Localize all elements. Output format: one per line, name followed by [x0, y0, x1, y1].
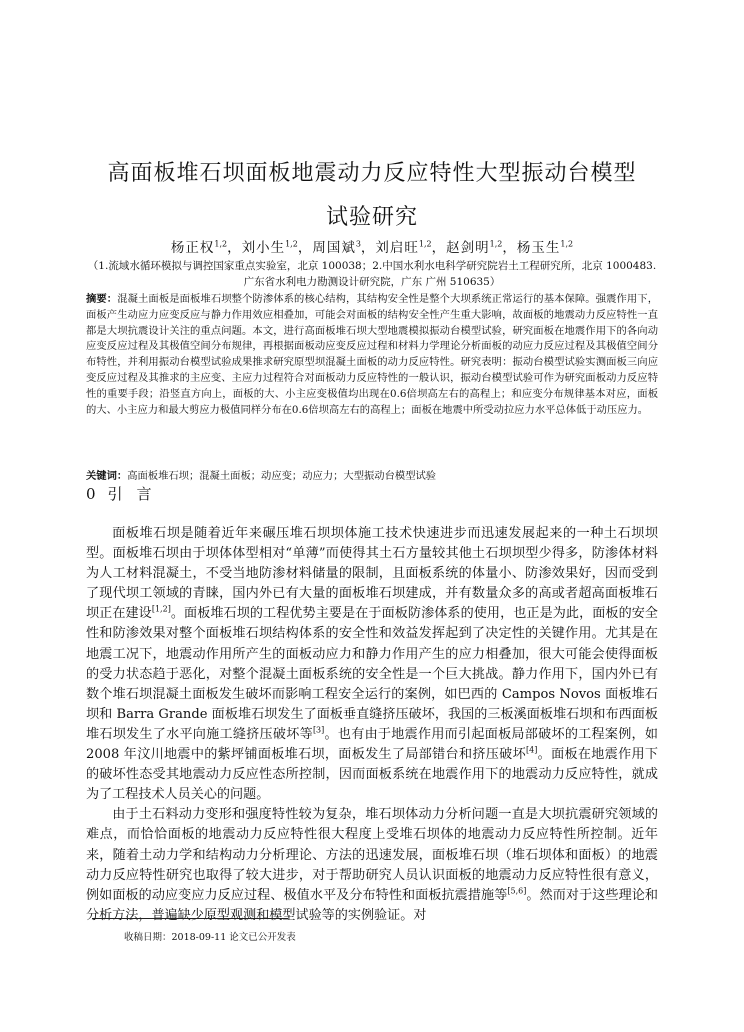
author-name: 刘小生: [241, 240, 286, 256]
author-affiliation-mark: 1,2: [418, 239, 432, 249]
citation-ref: [3]: [312, 725, 325, 735]
abstract-text: 混凝土面板是面板堆石坝整个防渗体系的核心结构，其结构安全性是整个大坝系统正常运行的基本保障。强震作用下，面板产生动应力应变反应与静力作用效应相叠加，可能会对面板的结构安全性产生重大影响，故面板的地震动力反应特性一直都是大坝抗震设计关注的重点问题。本文，进行高面板堆石坝大型地震模拟振动台模型试验，研究面板在地震作用下的各向动应变反应过程及其极值空间分布规律，再根据面板动应变反应过程和材料力学理论分析面板的动应力反应过程及其极值空间分布特性，并利用振动台模型试验成果推求研究原型坝混凝土面板的动力反应特性。研究表明：振动台模型试验实测面板三向应变反应过程及其推求的主应变、主应力过程符合对面板动力反应特性的一般认识，振动台模型试验可作为研究面板动力反应特性的重要手段；沿竖直方向上，面板的大、小主应变极值均出现在0.6倍坝高左右的高程上；和应变分布规律基本对应，面板的大、小主应力和最大剪应力极值同样分布在0.6倍坝高左右的高程上；面板在地震中所受动拉应力水平总体低于动压应力。: [86, 293, 659, 416]
author-name: 刘启旺: [375, 240, 419, 256]
keywords-label: 关键词：: [86, 470, 128, 482]
author-name: 赵剑明: [446, 240, 490, 256]
paragraph-text: 面板堆石坝是随着近年来碾压堆石坝坝体施工技术快速进步而迅速发展起来的一种土石坝坝型。面板堆石坝由于坝体体型相对“单薄”而使得其土石方量较其他土石坝坝型少得多，防渗体材料为人工材料混凝土，不受当地防渗材料储量的限制，且面板系统的体量小、防渗效果好，因而受到了现代坝工领域的青睐，国内外已有大量的面板堆石坝建成，并有数量众多的高或者超高面板堆石坝正在建设: [86, 526, 658, 622]
abstract: [86, 292, 658, 418]
section-title: 引言: [107, 485, 166, 503]
author-name: 杨玉生: [516, 240, 561, 256]
title-line-2: 试验研究: [325, 204, 418, 230]
citation-ref: [5,6]: [507, 886, 527, 896]
footnote: 收稿日期：2018-09-11 论文已公开发表: [124, 932, 296, 943]
paragraph-text: 。面板在地震作用下的破坏性态受其地震动力反应性态所控制，因而面板系统在地震作用下的地震动力反应特性，就成为了工程技术人员关心的问题。: [86, 747, 659, 803]
section-number: 0: [86, 485, 98, 503]
author-name: 周国斌: [312, 240, 356, 256]
keywords-text: 高面板堆石坝；混凝土面板；动应变；动应力；大型振动台模型试验: [127, 470, 437, 482]
paragraph-text: 。然而对于这些理论和分析方法，普遍缺少原型观测和模型试验等的实例验证。对: [86, 887, 659, 923]
author-separator: ，: [227, 240, 242, 256]
body-paragraph: [86, 805, 658, 926]
author-separator: ，: [360, 240, 376, 256]
author-list: [60, 236, 684, 256]
author-affiliation-mark: 1,2: [489, 239, 503, 249]
author-name: 杨正权: [170, 240, 215, 256]
paragraph-text: 由于土石料动力变形和强度特性较为复杂，堆石坝体动力分析问题一直是大坝抗震研究领域的难点，而恰恰面板的地震动力反应特性很大程度上受堆石坝体的地震动力反应特性所控制。近年来，随着土动力学和结构动力分析理论、方法的迅速发展，面板堆石坝（堆石坝体和面板）的地震动力反应特性研究也取得了较大进步，对于帮助研究人员认识面板的地震动力反应特性很有意义，例如面板的动应变应力反应过程、极值水平及分布特性和面板抗震措施等: [86, 807, 658, 903]
author-separator: ，: [431, 240, 447, 256]
affiliations: （1.流域水循环模拟与调控国家重点实验室，北京 100038；2.中国水利水电科学研究院岩土工程研究所，北京 1000483. 广东省水利电力勘测设计研究院，广东 广州 510635）: [87, 260, 657, 288]
section-heading: [86, 483, 166, 504]
author-affiliation-mark: 1,2: [285, 239, 298, 249]
body-text: [86, 524, 658, 926]
paragraph-text: 。也有由于地震作用而引起面板局部破坏的工程案例，如 2008 年汶川地震中的紫坪铺面板堆石坝，面板发生了局部错台和挤压破坏: [86, 726, 659, 763]
paper-title: [60, 155, 684, 237]
author-separator: ，: [502, 240, 517, 256]
abstract-label: 摘要：: [86, 293, 118, 305]
author-separator: ，: [297, 240, 313, 256]
author-affiliation-mark: 1,2: [214, 239, 228, 249]
footnote-rule: [92, 918, 288, 919]
keywords: [86, 469, 658, 485]
citation-ref: [1,2]: [151, 605, 171, 615]
body-paragraph: [86, 524, 658, 805]
author-affiliation-mark: 3: [355, 239, 361, 249]
title-line-1: 高面板堆石坝面板地震动力反应特性大型振动台模型: [107, 160, 637, 186]
paragraph-text: 。面板堆石坝的工程优势主要是在于面板防渗体系的使用，也正是为此，面板的安全性和防渗效果对整个面板堆石坝结构体系的安全性和效益发挥起到了决定性的关键作用。尤其是在地震工况下，地震动作用所产生的面板动应力和静力作用产生的应力相叠加，很大可能会使得面板的受力状态趋于恶化，对整个混凝土面板系统的安全性是一个巨大挑战。静力作用下，国内外已有数个堆石坝混凝土面板发生破坏而影响工程安全运行的案例，如巴西的 Campos Novos 面板堆石坝和 Barra Grande 面板堆石坝发生了面板垂直缝挤压破坏，我国的三板溪面板堆石坝和布西面板堆石坝发生了水平向施工缝挤压破坏等: [86, 606, 659, 742]
citation-ref: [4]: [526, 745, 538, 755]
author-affiliation-mark: 1,2: [560, 239, 574, 249]
